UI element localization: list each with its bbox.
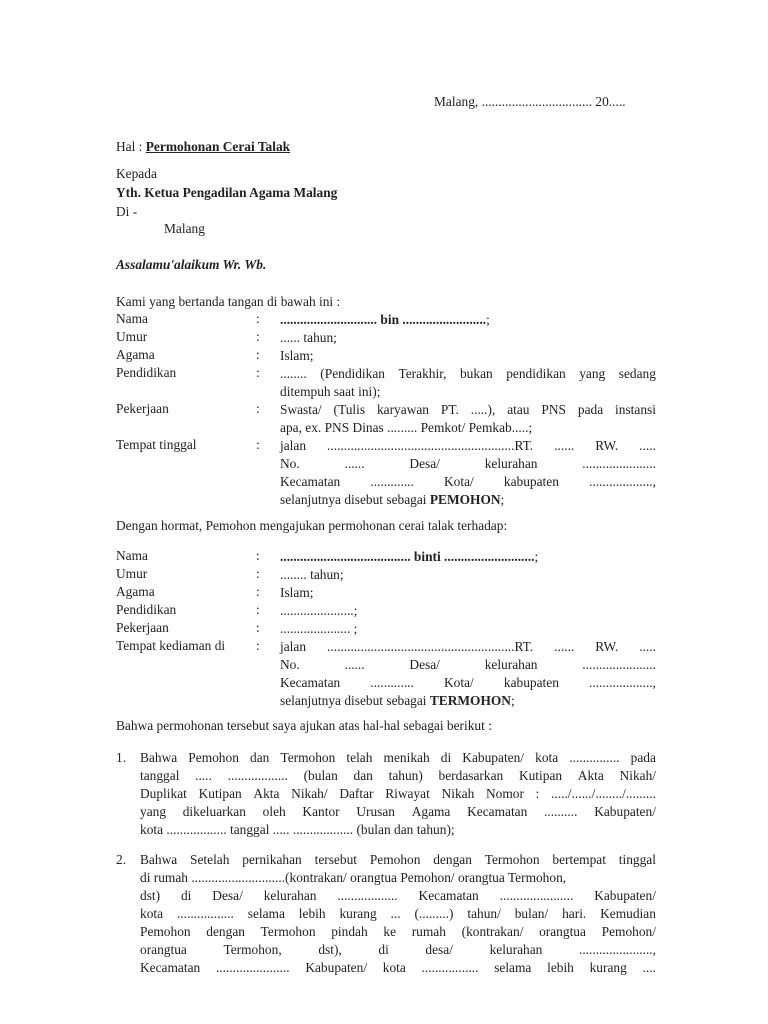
field-colon: : — [256, 620, 260, 635]
field-colon: : — [256, 566, 260, 581]
item-number: 2. — [116, 852, 127, 867]
word: kelurahan — [489, 942, 543, 957]
word: Kutipan — [518, 768, 563, 783]
word: ...../....../......../......... — [551, 786, 656, 801]
word: Pemohon — [369, 852, 421, 867]
word: ........................................................RT. — [327, 639, 534, 654]
word: kota .................. tanggal ..... .................. (bulan dan tahun); — [140, 822, 455, 837]
field-colon: : — [256, 437, 260, 452]
word: berdasarkan — [438, 768, 504, 783]
word: (bulan — [303, 768, 338, 783]
text-line — [140, 870, 656, 888]
word: lebih — [298, 906, 326, 921]
pemohon-pendidikan-value — [280, 365, 656, 401]
word: di — [378, 942, 389, 957]
word: di rumah ............................(kontrakan/ orangtua Pemohon/ orangtua Termohon, — [140, 870, 567, 885]
word: lebih — [547, 960, 574, 975]
word: : — [535, 786, 540, 801]
word: kelurahan — [484, 456, 538, 471]
field-colon: : — [256, 602, 260, 617]
word: Desa/ — [409, 456, 440, 471]
field-colon: : — [256, 329, 260, 344]
word: pernikahan — [242, 852, 302, 867]
field-label: Pekerjaan — [116, 401, 169, 416]
word: Termohon — [280, 750, 336, 765]
word: RW. — [595, 639, 619, 654]
word: tahun) — [388, 768, 423, 783]
word: bertempat — [552, 852, 606, 867]
greeting: Assalamu'alaikum Wr. Wb. — [116, 257, 267, 272]
word: kelurahan — [263, 888, 317, 903]
word: ........ — [280, 366, 307, 381]
word: Kemudian — [600, 906, 656, 921]
text-line — [140, 924, 656, 942]
word: ...................... — [499, 888, 574, 903]
field-label: Umur — [116, 329, 148, 344]
text-line — [280, 674, 656, 692]
word: ..... — [639, 438, 656, 453]
word: apa, ex. PNS Dinas ......... Pemkot/ Pemkab.....; — [280, 420, 533, 435]
word: yang — [140, 804, 167, 819]
word: bulan/ — [514, 906, 549, 921]
addressee-di: Di - — [116, 204, 138, 219]
word: dst) — [140, 888, 161, 903]
text-line — [140, 942, 656, 960]
subject-title: Permohonan Cerai Talak — [145, 139, 291, 154]
word: hari. — [562, 906, 587, 921]
word: tahun/ — [467, 906, 501, 921]
word: .....), — [470, 402, 496, 417]
pemohon-agama-value: Islam; — [280, 348, 314, 363]
word: pada — [630, 750, 656, 765]
text-line — [140, 804, 656, 822]
termohon-tempat-value — [280, 638, 656, 710]
text-line — [280, 365, 656, 383]
word: menikah — [383, 750, 430, 765]
field-label: Pendidikan — [116, 365, 177, 380]
word: Akta — [253, 786, 280, 801]
field-label: Tempat tinggal — [116, 437, 197, 452]
pemohon-pendidikan-row — [116, 365, 656, 399]
word: Kantor — [302, 804, 340, 819]
word: ke — [383, 924, 397, 939]
subject-line — [116, 139, 290, 155]
text-line — [280, 656, 656, 674]
word: Kabupaten/ — [594, 888, 656, 903]
word: ................. — [176, 906, 234, 921]
pemohon-designation — [280, 491, 656, 509]
designation-suffix: ; — [510, 693, 515, 708]
field-colon: : — [256, 548, 260, 563]
word: Desa/ — [409, 657, 440, 672]
text-line — [280, 473, 656, 491]
word: orangtua — [539, 924, 586, 939]
word: Riwayat — [385, 786, 430, 801]
word: Kota/ — [444, 474, 474, 489]
reasons-intro: Bahwa permohonan tersebut saya ajukan atas hal-hal sebagai berikut : — [116, 718, 492, 733]
word: .... — [642, 960, 656, 975]
word: Pemohon — [140, 924, 191, 939]
word: yang — [579, 366, 606, 381]
field-label: Agama — [116, 584, 155, 599]
text-line — [280, 437, 656, 455]
field-label: Umur — [116, 566, 148, 581]
text-line — [140, 786, 656, 804]
field-colon: : — [256, 311, 260, 326]
termohon-pendidikan-value: ......................; — [280, 603, 358, 618]
word: karyawan — [376, 402, 429, 417]
word: selama — [494, 960, 532, 975]
text-line — [140, 768, 656, 786]
termohon-pendidikan-row — [116, 602, 656, 620]
word: ...... — [554, 438, 575, 453]
termohon-nama-row — [116, 548, 656, 566]
word: Kutipan — [198, 786, 242, 801]
word: (Pendidikan — [320, 366, 385, 381]
word: Terakhir, — [398, 366, 447, 381]
word: .................. — [227, 768, 288, 783]
word: Kecamatan — [280, 474, 341, 489]
word: pindah — [331, 924, 368, 939]
word: oleh — [262, 804, 286, 819]
pemohon-nama-tail: ; — [486, 312, 490, 327]
word: ......................, — [578, 942, 656, 957]
word: dengan — [206, 924, 245, 939]
word: Swasta/ — [280, 402, 322, 417]
designation-role: PEMOHON — [429, 492, 501, 507]
pemohon-nama-row — [116, 311, 656, 329]
word: ...... — [344, 456, 365, 471]
word: Nomor — [485, 786, 524, 801]
field-label: Tempat kediaman di — [116, 638, 226, 653]
word: .......... — [544, 804, 578, 819]
word: ...................... — [582, 456, 656, 471]
word: Pemohon — [188, 750, 239, 765]
word: Agama — [411, 804, 451, 819]
word: PNS — [541, 402, 566, 417]
word: telah — [346, 750, 373, 765]
text-line — [280, 638, 656, 656]
word: Setelah — [190, 852, 230, 867]
designation-prefix: selanjutnya disebut sebagai — [280, 492, 430, 507]
word: RW. — [595, 438, 619, 453]
word: Kabupaten/ — [462, 750, 525, 765]
word: tinggal — [618, 852, 656, 867]
word: dan — [353, 768, 373, 783]
field-label: Pendidikan — [116, 602, 177, 617]
field-label: Agama — [116, 347, 155, 362]
field-colon: : — [256, 347, 260, 362]
word: ...................... — [215, 960, 290, 975]
word: kurang — [339, 906, 377, 921]
word: tersebut — [314, 852, 357, 867]
text-line — [280, 455, 656, 473]
word: dan — [250, 750, 270, 765]
termohon-pekerjaan-row — [116, 620, 656, 638]
word: bukan — [459, 366, 493, 381]
pemohon-tempat-row — [116, 437, 656, 507]
field-value — [280, 548, 656, 566]
word: No. — [280, 456, 300, 471]
word: jalan — [280, 639, 307, 654]
item-text — [140, 750, 656, 840]
termohon-tempat-row — [116, 638, 656, 708]
termohon-pekerjaan-value: ..................... ; — [280, 621, 358, 636]
addressee-yth: Yth. Ketua Pengadilan Agama Malang — [116, 185, 338, 200]
word: (.........) — [414, 906, 454, 921]
word: kurang — [589, 960, 627, 975]
word: pada — [577, 402, 604, 417]
text-line — [280, 401, 656, 419]
word: Kecamatan — [418, 888, 479, 903]
text-line — [280, 383, 656, 401]
word: Nikah — [441, 786, 475, 801]
word: sedang — [618, 366, 656, 381]
word: ........................................................RT. — [327, 438, 534, 453]
word: Nikah/ — [619, 768, 656, 783]
word: ................. — [421, 960, 479, 975]
termohon-nama-tail: ; — [534, 549, 539, 564]
word: ..................., — [589, 474, 656, 489]
termohon-designation — [280, 692, 656, 710]
designation-suffix: ; — [500, 492, 505, 507]
field-colon: : — [256, 365, 260, 380]
word: ...... — [554, 639, 575, 654]
addressee-kepada: Kepada — [116, 166, 157, 181]
word: Pemohon/ — [601, 924, 656, 939]
word: Kabupaten/ — [594, 804, 656, 819]
transition-text: Dengan hormat, Pemohon mengajukan permohonan cerai talak terhadap: — [116, 518, 508, 533]
word: kota — [535, 750, 559, 765]
word: kabupaten — [503, 675, 559, 690]
word: Duplikat — [140, 786, 187, 801]
word: Bahwa — [140, 750, 178, 765]
termohon-nama-value: ....................................... binti ........................... — [280, 549, 535, 564]
subject-prefix: Hal : — [116, 139, 146, 154]
word: ............. — [370, 474, 414, 489]
word: Urusan — [356, 804, 395, 819]
word: selama — [247, 906, 285, 921]
item-text — [140, 852, 656, 978]
pemohon-umur-value: ...... tahun; — [280, 330, 337, 345]
text-line — [140, 906, 656, 924]
word: pendidikan — [506, 366, 566, 381]
pemohon-umur-row — [116, 329, 656, 347]
word: desa/ — [425, 942, 453, 957]
word: atau — [507, 402, 530, 417]
termohon-umur-row — [116, 566, 656, 584]
word: Kecamatan — [280, 675, 341, 690]
field-label: Nama — [116, 548, 148, 563]
word: dengan — [433, 852, 472, 867]
word: ...... — [344, 657, 365, 672]
field-colon: : — [256, 584, 260, 599]
word: PT. — [440, 402, 459, 417]
termohon-agama-value: Islam; — [280, 585, 314, 600]
word: ..... — [639, 639, 656, 654]
word: rumah — [411, 924, 446, 939]
field-colon: : — [256, 638, 260, 653]
word: .................. — [337, 888, 398, 903]
pemohon-pekerjaan-value — [280, 401, 656, 437]
word: Termohon, — [223, 942, 282, 957]
word: Desa/ — [212, 888, 243, 903]
word: jalan — [280, 438, 307, 453]
word: ditempuh saat ini); — [280, 384, 381, 399]
designation-role: TERMOHON — [429, 693, 511, 708]
word: Kota/ — [444, 675, 474, 690]
word: tanggal — [140, 768, 180, 783]
word: dikeluarkan — [182, 804, 246, 819]
text-line — [140, 960, 656, 978]
word: kota — [382, 960, 406, 975]
pemohon-tempat-value — [280, 437, 656, 509]
word: kabupaten — [503, 474, 559, 489]
word: Kabupaten/ — [305, 960, 368, 975]
word: instansi — [615, 402, 656, 417]
word: Akta — [577, 768, 604, 783]
date-line: Malang, ................................. 20..... — [434, 94, 626, 109]
word: orangtua — [140, 942, 187, 957]
word: ............... — [569, 750, 620, 765]
word: ... — [390, 906, 401, 921]
text-line — [140, 822, 656, 840]
word: ............. — [370, 675, 414, 690]
word: ..................., — [589, 675, 656, 690]
word: No. — [280, 657, 300, 672]
word: kelurahan — [484, 657, 538, 672]
word: (kontrakan/ — [461, 924, 524, 939]
word: Nikah/ — [291, 786, 328, 801]
word: ..... — [195, 768, 212, 783]
intro-text: Kami yang bertanda tangan di bawah ini : — [116, 294, 341, 309]
termohon-umur-value: ........ tahun; — [280, 567, 344, 582]
addressee-city: Malang — [164, 221, 205, 236]
word: Bahwa — [140, 852, 178, 867]
word: Kecamatan — [140, 960, 201, 975]
word: di — [180, 888, 192, 903]
pemohon-address-lines — [280, 437, 656, 491]
field-value — [280, 311, 656, 329]
pemohon-pekerjaan-row — [116, 401, 656, 435]
word: Termohon — [484, 852, 540, 867]
field-label: Pekerjaan — [116, 620, 169, 635]
pemohon-agama-row — [116, 347, 656, 365]
text-line — [280, 419, 656, 437]
text-line — [140, 852, 656, 870]
word: ...................... — [582, 657, 656, 672]
termohon-address-lines — [280, 638, 656, 692]
field-colon: : — [256, 401, 260, 416]
termohon-agama-row — [116, 584, 656, 602]
text-line — [140, 888, 656, 906]
item-number: 1. — [116, 750, 127, 765]
word: kota — [140, 906, 164, 921]
word: (Tulis — [333, 402, 366, 417]
word: di — [440, 750, 452, 765]
word: dst), — [318, 942, 342, 957]
field-label: Nama — [116, 311, 148, 326]
word: Kecamatan — [467, 804, 528, 819]
text-line — [140, 750, 656, 768]
word: Termohon — [260, 924, 316, 939]
pemohon-nama-value: ............................. bin ......................... — [280, 312, 487, 327]
designation-prefix: selanjutnya disebut sebagai — [280, 693, 430, 708]
word: Daftar — [339, 786, 374, 801]
